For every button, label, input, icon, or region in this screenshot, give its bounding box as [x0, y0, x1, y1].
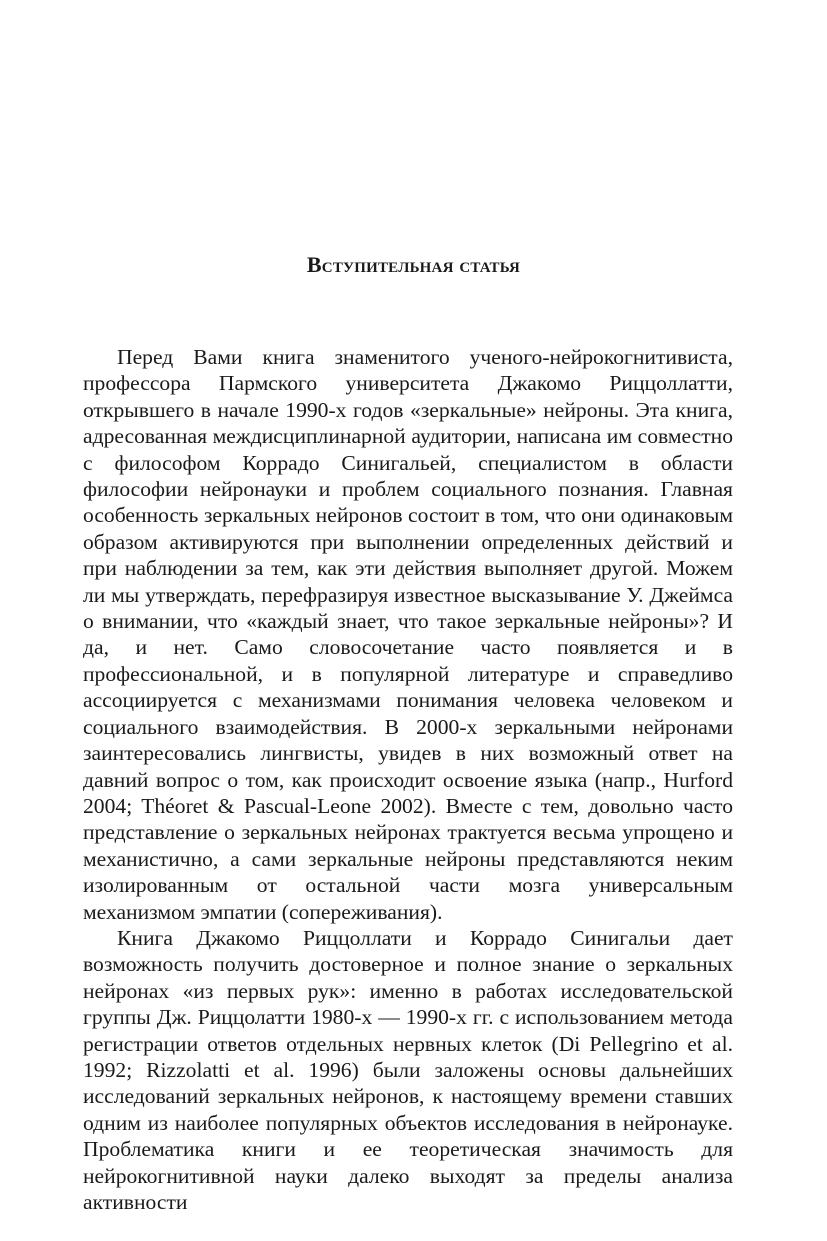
chapter-title: Вступительная статья: [306, 252, 521, 277]
paragraph-2: Книга Джакомо Риццоллати и Коррадо Синигальи дает возможность получить достоверное и полное знание о зеркальных нейронах «из первых рук»: именно в работах исследовательской группы Дж. Риццолатти 1980-х — 1990-х гг. с использованием метода регистрации ответов отдельных нервных клеток (Di Pellegrino et al. 1992; Rizzolatti et al. 1996) были заложены основы дальнейших исследований зеркальных нейронов, к настоящему времени ставших одним из наиболее популярных объектов исследования в нейронауке. Проблематика книги и ее теоретическая значимость для нейрокогнитивной науки далеко выходят за пределы анализа активности: [83, 925, 733, 1214]
paragraph-1: Перед Вами книга знаменитого ученого-нейрокогнитивиста, профессора Пармского университета Джакомо Риццоллатти, открывшего в начале 1990-х годов «зеркальные» нейроны. Эта книга, адресованная междисциплинарной аудитории, написана им совместно с философом Коррадо Синигальей, специалистом в области философии нейронауки и проблем социального познания. Главная особенность зеркальных нейронов состоит в том, что они одинаковым образом активируются при выполнении определенных действий и при наблюдении за тем, как эти действия выполняет другой. Можем ли мы утверждать, перефразируя известное высказывание У. Джеймса о внимании, что «каждый знает, что такое зеркальные нейроны»? И да, и нет. Само словосочетание часто появляется и в профессиональной, и в популярной литературе и справедливо ассоциируется с механизмами понимания человека человеком и социального взаимодействия. В 2000-х зеркальными нейронами заинтересовались лингвисты, увидев в них возможный ответ на давний вопрос о том, как происходит освоение языка (напр., Hurford 2004; Théoret & Pascual-Leone 2002). Вместе с тем, довольно часто представление о зеркальных нейронах трактуется весьма упрощено и механистично, а сами зеркальные нейроны представляются неким изолированным от остальной части мозга универсальным механизмом эмпатии (сопереживания).: [83, 345, 733, 924]
body-text: [83, 344, 733, 1215]
